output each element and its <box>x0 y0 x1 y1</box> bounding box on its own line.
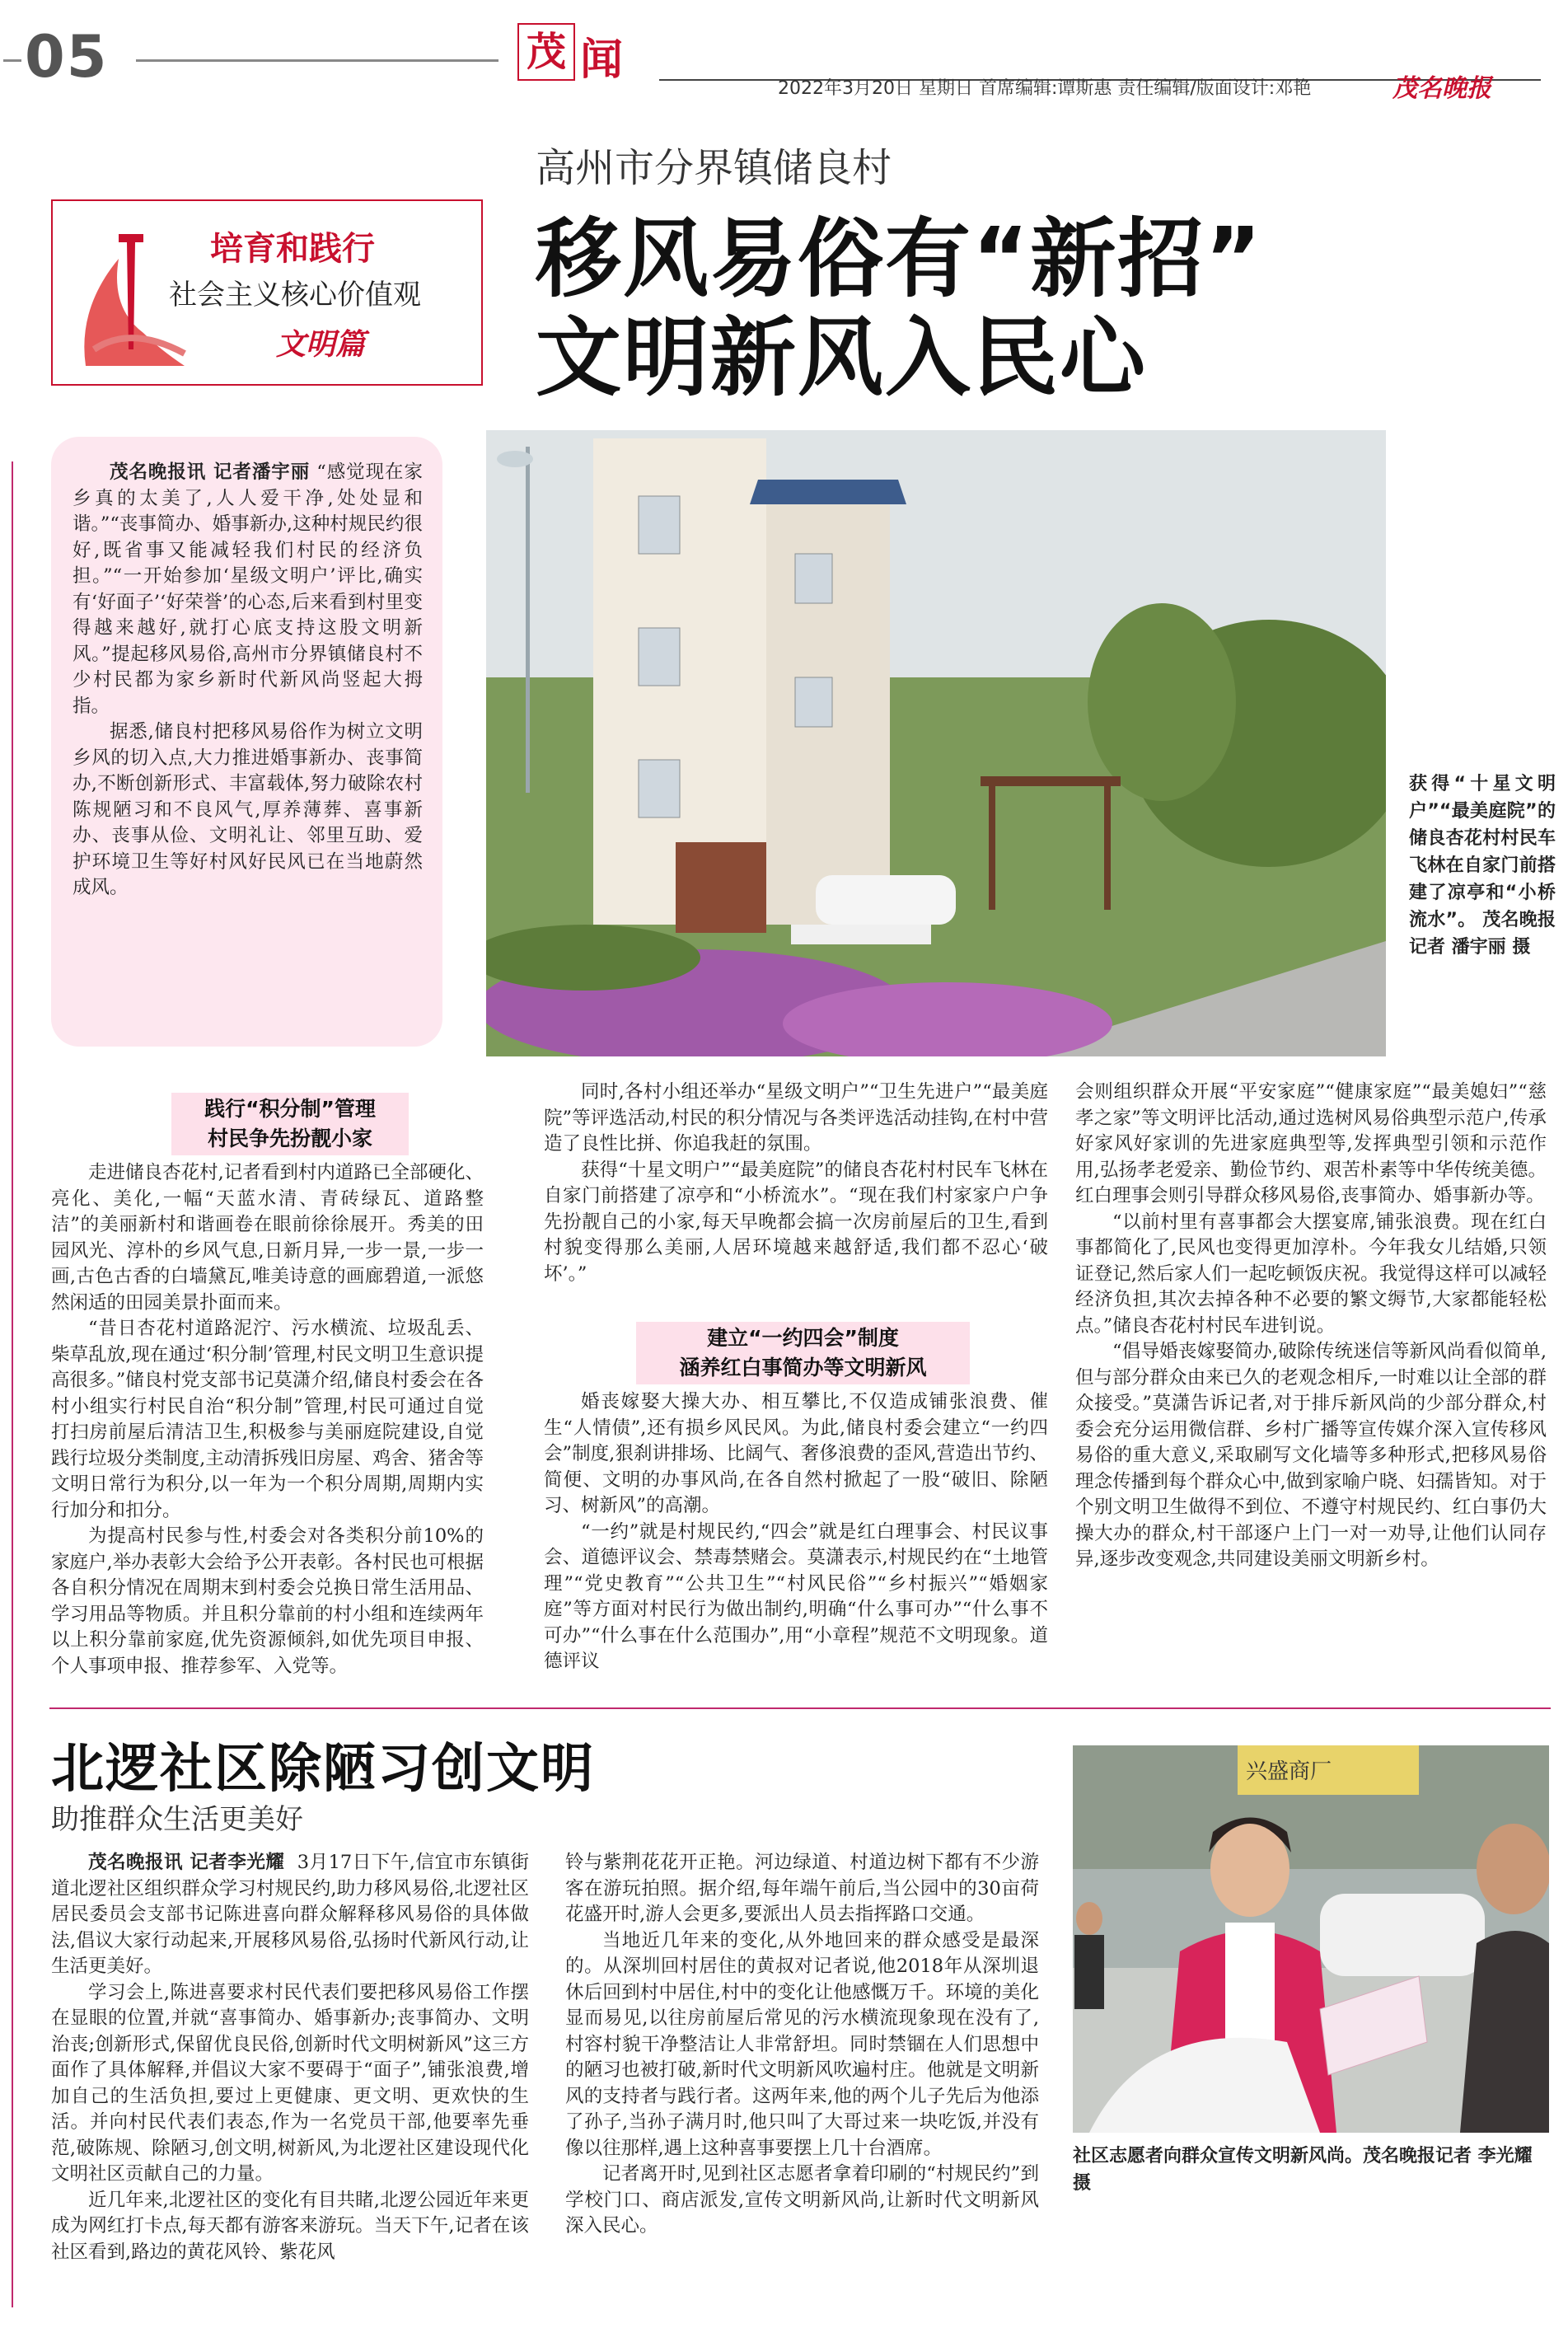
col3-paragraph-2: “以前村里有喜事都会大摆宴席,铺张浪费。现在红白事都简化了,民风也变得更加淳朴。今年我女儿结婚,只领证登记,然后家人们一起吃顿饭庆祝。我觉得这样可以减轻经济负担,其次去掉各种不必要的繁文缛节,大家都能轻松点。”储良杏花村村民车进钊说。 <box>1075 1211 1547 1337</box>
page-number: 05 <box>25 23 109 91</box>
col1-paragraph-2: “昔日杏花村道路泥泞、污水横流、垃圾乱丢、柴草乱放,现在通过‘积分制’管理,村民文明卫生意识提高很多。”储良村党支部书记莫潇介绍,储良村委会在各村小组实行村民自治“积分制”管理,村民可通过自觉打扫房前屋后清洁卫生,积极参与美丽庭院建设,自觉践行垃圾分类制度,主动清拆残旧房屋、鸡舍、猪舍等文明日常行为积分,以一年为一个积分周期,周期内实行加分和扣分。 <box>51 1318 484 1521</box>
col2-paragraph-2: 获得“十星文明户”“最美庭院”的储良杏花村村民车飞林在自家门前搭建了凉亭和“小桥流水”。“现在我们村家家户户争先扮靓自己的小家,每天早晚都会搞一次房前屋后的卫生,看到村貌变得那么美丽,人居环境越来越舒适,我们都不忍心‘破坏’。” <box>544 1159 1048 1285</box>
a2-col1-paragraph-1: 茂名晚报讯 记者李光耀 3月17日下午,信宜市东镇街道北逻社区组织群众学习村规民约,助力移风易俗,北逻社区居民委员会支部书记陈进喜向群众解释移风易俗的具体做法,倡议大家行动起来,开展移风易俗,弘扬时代新风行动,让生活更美好。 <box>51 1852 529 1977</box>
subhead-points-system <box>171 1093 409 1155</box>
section-divider <box>49 1707 1551 1709</box>
article2-column1 <box>51 1850 529 2265</box>
article1-title-line1: 移风易俗有“新招” <box>536 208 1263 309</box>
village-house-photo <box>486 430 1386 1056</box>
col2-paragraph-1: 同时,各村小组还举办“星级文明户”“卫生先进户”“最美庭院”等评选活动,村民的积分情况与各类评选活动挂钩,在村中营造了良性比拼、你追我赶的氛围。 <box>544 1081 1048 1155</box>
a2-col1-paragraph-2: 学习会上,陈进喜要求村民代表们要把移风易俗工作摆在显眼的位置,并就“喜事简办、婚事新办;丧事简办、文明治丧;创新形式,保留优良民俗,创新时代文明树新风”这三方面作了具体解释,并倡议大家不要碍于“面子”,铺张浪费,增加自己的生活负担,要过上更健康、更文明、更欢快的生活。并向村民代表们表态,作为一名党员干部,他要率先垂范,破陈规、除陋习,创文明,树新风,为北逻社区建设现代化文明社区贡献自己的力量。 <box>51 1981 529 2185</box>
header-rule-left <box>3 59 21 62</box>
page-left-border <box>12 461 13 2307</box>
newspaper-logo: 茂名晚报 <box>1392 74 1491 103</box>
article2-column2 <box>565 1850 1039 2240</box>
intro-paragraph-1: 茂名晚报讯 记者潘宇丽 “感觉现在家乡真的太美了,人人爱干净,处处显和谐。”“丧事简办、婚事新办,这种村规民约很好,既省事又能减轻我们村民的经济负担。”“一开始参加‘星级文明户’评比,确实有‘好面子’‘好荣誉’的心态,后来看到村里变得越来越好,就打心底支持这股文明新风。”提起移风易俗,高州市分界镇储良村不少村民都为家乡新时代新风尚竖起大拇指。 <box>73 461 423 717</box>
col2-paragraph-4: “一约”就是村规民约,“四会”就是红白理事会、村民议事会、道德评议会、禁毒禁赌会。莫潇表示,村规民约在“土地管理”“党史教育”“公共卫生”“村风民俗”“乡村振兴”“婚姻家庭”等方面对村民行为做出制约,明确“什么事可办”“什么事不可办”“什么事在什么范围办”,用“小章程”规范不文明现象。道德评议 <box>544 1520 1048 1672</box>
article1-column2-bottom <box>544 1389 1048 1675</box>
photo2-caption: 社区志愿者向群众宣传文明新风尚。茂名晚报记者 李光耀 摄 <box>1073 2146 1533 2194</box>
article1-subtitle: 高州市分界镇储良村 <box>536 145 892 191</box>
col3-paragraph-3: “倡导婚丧嫁娶简办,破除传统迷信等新风尚看似简单,但与部分群众由来已久的老观念相斥,一时难以让全部的群众接受。”莫潇告诉记者,对于排斥新风尚的少部分群众,村委会充分运用微信群、乡村广播等宣传媒介深入宣传移风易俗的重大意义,采取刷写文化墙等多种形式,把移风易俗理念传播到每个群众心中,做到家喻户晓、妇孺皆知。对于个别文明卫生做得不到位、不遵守村规民约、红白事仍大操大办的群众,村干部逐户上门一对一劝导,让他们认同存异,逐步改变观念,共同建设美丽文明新乡村。 <box>1075 1341 1547 1570</box>
intro-byline: 茂名晚报讯 记者潘宇丽 <box>110 461 311 483</box>
article1-title-line2: 文明新风入民心 <box>536 307 1148 408</box>
a2-col2-paragraph-3: 记者离开时,见到社区志愿者拿着印刷的“村规民约”到学校门口、商店派发,宣传文明新风尚,让新时代文明新风深入民心。 <box>565 2163 1039 2237</box>
col1-paragraph-3: 为提高村民参与性,村委会对各类积分前10%的家庭户,举办表彰大会给予公开表彰。各村民也可根据各自积分情况在周期末到村委会兑换日常生活用品、学习用品等物质。并且积分靠前的村小组和连续两年以上积分靠前家庭,优先资源倾斜,如优先项目申报、个人事项申报、推荐参军、入党等。 <box>51 1525 484 1677</box>
column-name-box: 茂 <box>517 23 575 81</box>
badge-line2: 社会主义核心价值观 <box>169 279 421 311</box>
subhead-one-pact-four-councils <box>636 1322 970 1384</box>
subhead2-text: 建立“一约四会”制度 涵养红白事简办等文明新风 <box>679 1326 927 1379</box>
article2-byline: 茂名晚报讯 记者李光耀 <box>88 1852 285 1873</box>
col1-paragraph-1: 走进储良杏花村,记者看到村内道路已全部硬化、亮化、美化,一幅“天蓝水清、青砖绿瓦、道路整洁”的美丽新村和谐画卷在眼前徐徐展开。秀美的田园风光、淳朴的乡风气息,日新月异,一步一景,一步一画,古色古香的白墙黛瓦,唯美诗意的画廊碧道,一派悠然闲适的田园美景扑面而来。 <box>51 1162 484 1314</box>
badge-line3: 文明篇 <box>276 327 366 362</box>
article2-subtitle: 助推群众生活更美好 <box>51 1803 303 1836</box>
intro-paragraph-2: 据悉,储良村把移风易俗作为树立文明乡风的切入点,大力推进婚事新办、丧事简办,不断创新形式、丰富载体,努力破除农村陈规陋习和不良风气,厚养薄葬、喜事新办、丧事从俭、文明礼让、邻里互助、爱护环境卫生等好村风好民风已在当地蔚然成风。 <box>73 721 423 898</box>
intro-text <box>73 460 423 902</box>
article1-column3 <box>1075 1080 1547 1573</box>
dateline: 2022年3月20日 星期日 首席编辑:谭斯惠 责任编辑/版面设计:邓艳 <box>778 78 1312 99</box>
volunteer-photo <box>1073 1745 1549 2133</box>
col2-paragraph-3: 婚丧嫁娶大操大办、相互攀比,不仅造成铺张浪费、催生“人情债”,还有损乡风民风。为此,储良村委会建立“一约四会”制度,狠刹讲排场、比阔气、奢侈浪费的歪风,营造出节约、简便、文明的办事风尚,在各自然村掀起了一股“破旧、除陋习、树新风”的高潮。 <box>544 1391 1048 1516</box>
subhead1-text: 践行“积分制”管理 村民争先扮靓小家 <box>204 1097 376 1150</box>
a2-col2-paragraph-1: 铃与紫荆花花开正艳。河边绿道、村道边树下都有不少游客在游玩拍照。据介绍,每年端午前后,当公园中的30亩荷花盛开时,游人会更多,要派出人员去指挥路口交通。 <box>565 1852 1039 1925</box>
article1-column2-top <box>544 1080 1048 1287</box>
article2-title: 北逻社区除陋习创文明 <box>51 1739 595 1800</box>
a2-col2-paragraph-2: 当地近几年来的变化,从外地回来的群众感受是最深的。从深圳回村居住的黄叔对记者说,他2018年从深圳退休后回到村中居住,村中的变化让他感慨万千。环境的美化显而易见,以往房前屋后常见的污水横流现象现在没有了,村容村貌干净整洁让人非常舒坦。同时禁锢在人们思想中的陋习也被打破,新时代文明新风吹遍村庄。他就是文明新风的支持者与践行者。这两年来,他的两个儿子先后为他添了孙子,当孙子满月时,他只叫了大哥过来一块吃饭,并没有像以往那样,遇上这种喜事要摆上几十台酒席。 <box>565 1929 1039 2159</box>
header-rule <box>136 59 498 62</box>
col3-paragraph-1: 会则组织群众开展“平安家庭”“健康家庭”“最美媳妇”“慈孝之家”等文明评比活动,通过选树风易俗典型示范户,传承好家风好家训的先进家庭典型等,发挥典型引领和示范作用,弘扬孝老爱亲、勤俭节约、艰苦朴素等中华传统美德。红白理事会则引导群众移风易俗,丧事简办、婚事新办等。 <box>1075 1081 1547 1206</box>
a2-col1-paragraph-3: 近几年来,北逻社区的变化有目共睹,北逻公园近年来更成为网红打卡点,每天都有游客来游玩。当天下午,记者在该社区看到,路边的黄花风铃、紫花风 <box>51 2189 529 2263</box>
badge-line1: 培育和践行 <box>210 229 375 268</box>
column-name: 闻 <box>580 35 624 85</box>
shop-sign-text: 兴盛商厂 <box>1246 1759 1332 1784</box>
photo1-caption: 获得“十星文明户”“最美庭院”的储良杏花村村民车飞林在自家门前搭建了凉亭和“小桥流水”。 茂名晚报记者 潘宇丽 摄 <box>1409 774 1556 958</box>
article1-column1 <box>51 1160 484 1679</box>
